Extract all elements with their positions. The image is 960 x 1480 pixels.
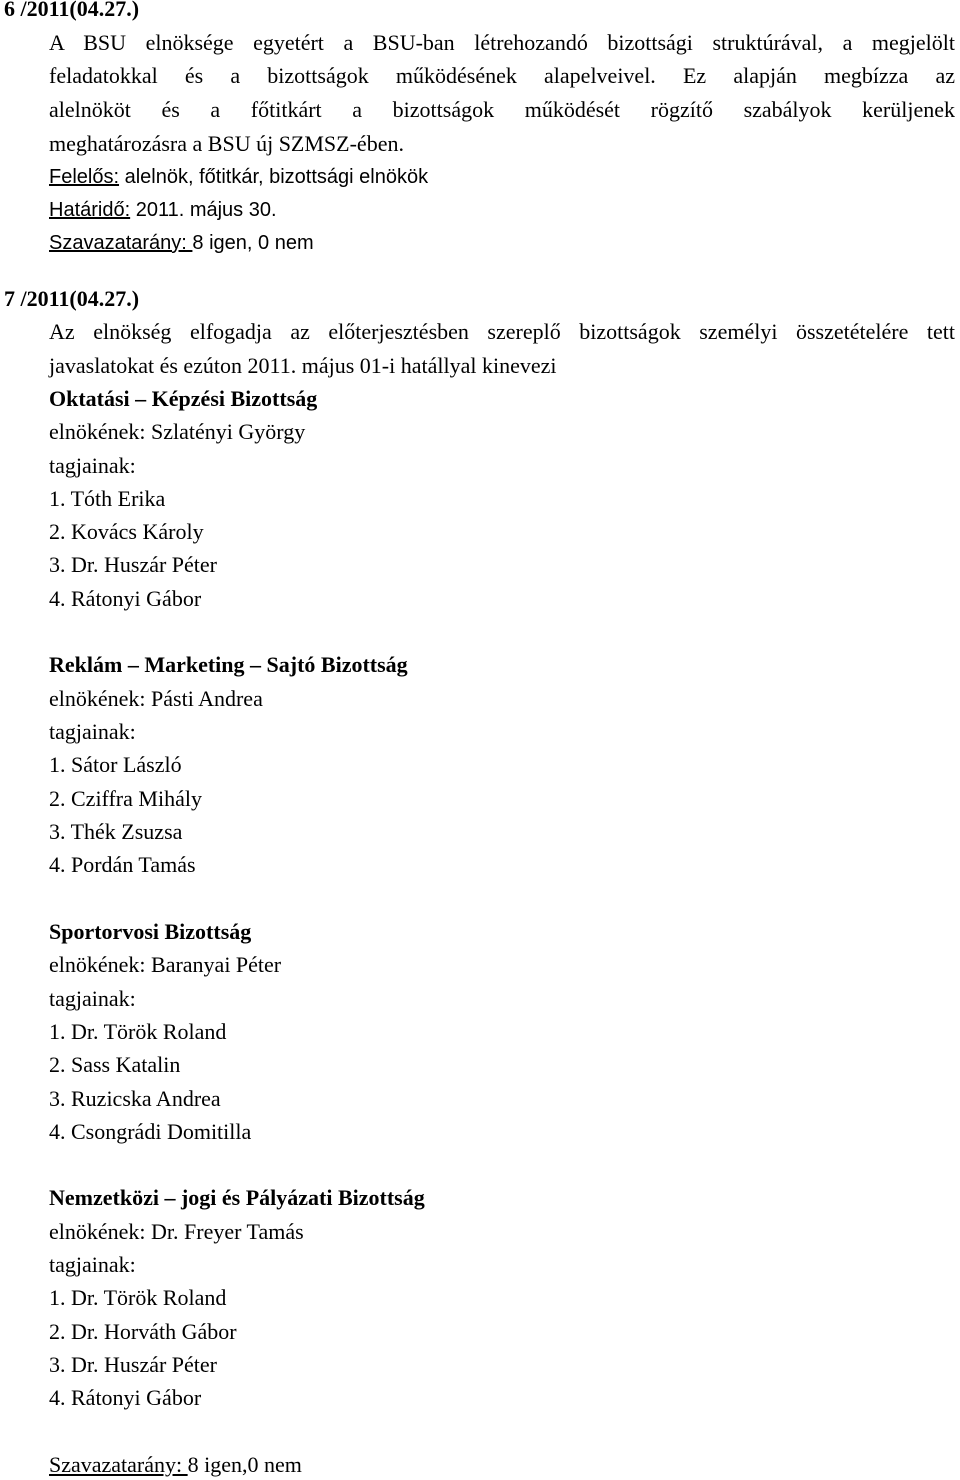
committee-member: 4. Pordán Tamás xyxy=(49,852,196,877)
final-vote-value: 8 igen,0 nem xyxy=(187,1452,302,1477)
committee-chair: elnökének: Szlatényi György xyxy=(49,419,306,444)
responsible-row xyxy=(49,164,428,190)
committee-chair: elnökének: Pásti Andrea xyxy=(49,686,263,711)
committee-member: 1. Dr. Török Roland xyxy=(49,1285,227,1310)
resolution-7-text-line: javaslatokat és ezúton 2011. május 01-i hatállyal kinevezi xyxy=(49,353,557,378)
vote-label: Szavazatarány: xyxy=(49,232,193,254)
responsible-label: Felelős: xyxy=(49,166,120,188)
committee-member: 4. Csongrádi Domitilla xyxy=(49,1119,252,1144)
resolution-6-number: 6 /2011(04.27.) xyxy=(4,0,140,21)
final-vote-label: Szavazatarány: xyxy=(49,1452,188,1477)
resolution-7-text-line: Az elnökség elfogadja az előterjesztésben szereplő bizottságok személyi összetételére tett xyxy=(49,319,955,344)
committee-member: 3. Dr. Huszár Péter xyxy=(49,552,218,577)
committee-member: 2. Dr. Horváth Gábor xyxy=(49,1319,237,1344)
deadline-value: 2011. május 30. xyxy=(130,199,277,221)
committee-title: Nemzetközi – jogi és Pályázati Bizottság xyxy=(49,1185,425,1210)
deadline-row xyxy=(49,197,277,223)
resolution-6-text-line: alelnököt és a főtitkárt a bizottságok működését rögzítő szabályok kerüljenek xyxy=(49,97,955,122)
committee-member: 1. Tóth Erika xyxy=(49,486,166,511)
resolution-7-number: 7 /2011(04.27.) xyxy=(4,286,140,311)
committee-title: Sportorvosi Bizottság xyxy=(49,919,252,944)
committee-title: Reklám – Marketing – Sajtó Bizottság xyxy=(49,652,408,677)
resolution-6-text-line: feladatokkal és a bizottságok működésének alapelveivel. Ez alapján megbízza az xyxy=(49,63,955,88)
committee-member: 3. Ruzicska Andrea xyxy=(49,1086,221,1111)
committee-member: 1. Dr. Török Roland xyxy=(49,1019,227,1044)
vote-row xyxy=(49,230,314,256)
committee-member: 3. Thék Zsuzsa xyxy=(49,819,183,844)
committee-member: 4. Rátonyi Gábor xyxy=(49,1385,202,1410)
committee-members-label: tagjainak: xyxy=(49,1252,136,1277)
committee-title: Oktatási – Képzési Bizottság xyxy=(49,386,318,411)
committee-chair: elnökének: Baranyai Péter xyxy=(49,952,282,977)
deadline-label: Határidő: xyxy=(49,199,131,221)
committee-members-label: tagjainak: xyxy=(49,986,136,1011)
committee-member: 1. Sátor László xyxy=(49,752,182,777)
committee-members-label: tagjainak: xyxy=(49,719,136,744)
final-vote-row xyxy=(49,1452,302,1478)
committee-members-label: tagjainak: xyxy=(49,453,136,478)
resolution-6-text-line: meghatározásra a BSU új SZMSZ-ében. xyxy=(49,131,404,156)
vote-value: 8 igen, 0 nem xyxy=(192,232,314,254)
committee-member: 2. Sass Katalin xyxy=(49,1052,181,1077)
resolution-6-text-line: A BSU elnöksége egyetért a BSU-ban létrehozandó bizottsági struktúrával, a megjelölt xyxy=(49,30,955,55)
committee-member: 2. Kovács Károly xyxy=(49,519,204,544)
committee-member: 4. Rátonyi Gábor xyxy=(49,586,202,611)
responsible-value: alelnök, főtitkár, bizottsági elnökök xyxy=(119,166,429,188)
committee-chair: elnökének: Dr. Freyer Tamás xyxy=(49,1219,304,1244)
committee-member: 3. Dr. Huszár Péter xyxy=(49,1352,218,1377)
committee-member: 2. Cziffra Mihály xyxy=(49,786,202,811)
